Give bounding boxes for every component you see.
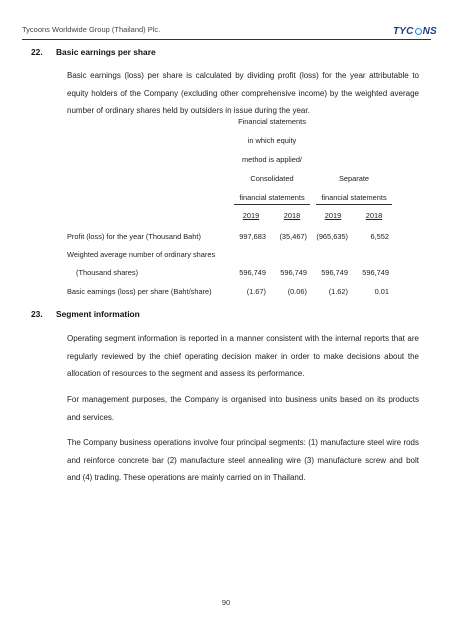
- eps-row-value: (35,467): [279, 232, 307, 241]
- section-23-paragraph-1: Operating segment information is reported in a manner consistent with the internal reports that are regularly reviewed by the chief operating decision maker in order to make decisions about the allocation of resources to the segment and assess its performance.: [67, 334, 419, 379]
- eps-header-line-2: in which equity: [247, 136, 297, 145]
- section-23-number: 23.: [31, 309, 43, 319]
- eps-consolidated-underline: [234, 204, 310, 205]
- eps-row-value: (965,635): [316, 232, 348, 241]
- eps-row-label: Weighted average number of ordinary shares: [67, 250, 216, 259]
- eps-row-value: 6,552: [370, 232, 389, 241]
- section-22-paragraph: Basic earnings (loss) per share is calculated by dividing profit (loss) for the year attributable to equity holders of the Company (excluding other comprehensive income) by the weighted average number of ordinary shares held by outsiders in issue during the year.: [67, 71, 419, 116]
- logo-circle-icon: [415, 28, 422, 35]
- eps-sub-consolidated: financial statements: [239, 193, 305, 202]
- eps-row-value: (1.67): [246, 287, 266, 296]
- header-company-name: Tycoons Worldwide Group (Thailand) Plc.: [22, 25, 161, 34]
- logo-text-left: TYC: [393, 26, 414, 37]
- eps-row-value: 596,749: [321, 268, 348, 277]
- eps-year-col-1: 2019: [242, 211, 260, 220]
- eps-year-col-3: 2019: [324, 211, 342, 220]
- header-rule: [22, 39, 431, 40]
- eps-row-label: (Thousand shares): [76, 268, 139, 277]
- section-23-paragraph-2: For management purposes, the Company is organised into business units based on its products and services.: [67, 395, 419, 422]
- eps-header-line-3: method is applied/: [242, 155, 302, 164]
- company-logo: [393, 26, 437, 37]
- eps-header-line-1: Financial statements: [238, 117, 306, 126]
- eps-row-value: 997,683: [239, 232, 266, 241]
- section-23-paragraph-3: The Company business operations involve four principal segments: (1) manufacture steel wire rods and reinforce concrete bar (2) manufacture steel annealing wire (3) manufacture screw and bolt and (4) trading. These operations are mainly carried on in Thailand.: [67, 438, 419, 483]
- eps-separate-underline: [316, 204, 392, 205]
- page-number: 90: [221, 598, 231, 607]
- eps-row-value: 0.01: [374, 287, 389, 296]
- eps-row-value: 596,749: [362, 268, 389, 277]
- section-22-title: Basic earnings per share: [56, 47, 156, 57]
- eps-year-col-2: 2018: [283, 211, 301, 220]
- eps-row-value: (0.06): [287, 287, 307, 296]
- eps-row-value: (1.62): [328, 287, 348, 296]
- eps-group-consolidated: Consolidated: [250, 174, 294, 183]
- section-22-number: 22.: [31, 47, 43, 57]
- eps-sub-separate: financial statements: [321, 193, 387, 202]
- eps-group-separate: Separate: [339, 174, 369, 183]
- eps-row-value: 596,749: [239, 268, 266, 277]
- eps-year-col-4: 2018: [365, 211, 383, 220]
- eps-row-label: Profit (loss) for the year (Thousand Baht): [67, 232, 201, 241]
- eps-row-label: Basic earnings (loss) per share (Baht/share): [67, 287, 212, 296]
- logo-text-right: NS: [422, 26, 437, 37]
- eps-row-value: 596,749: [280, 268, 307, 277]
- section-23-title: Segment information: [56, 309, 140, 319]
